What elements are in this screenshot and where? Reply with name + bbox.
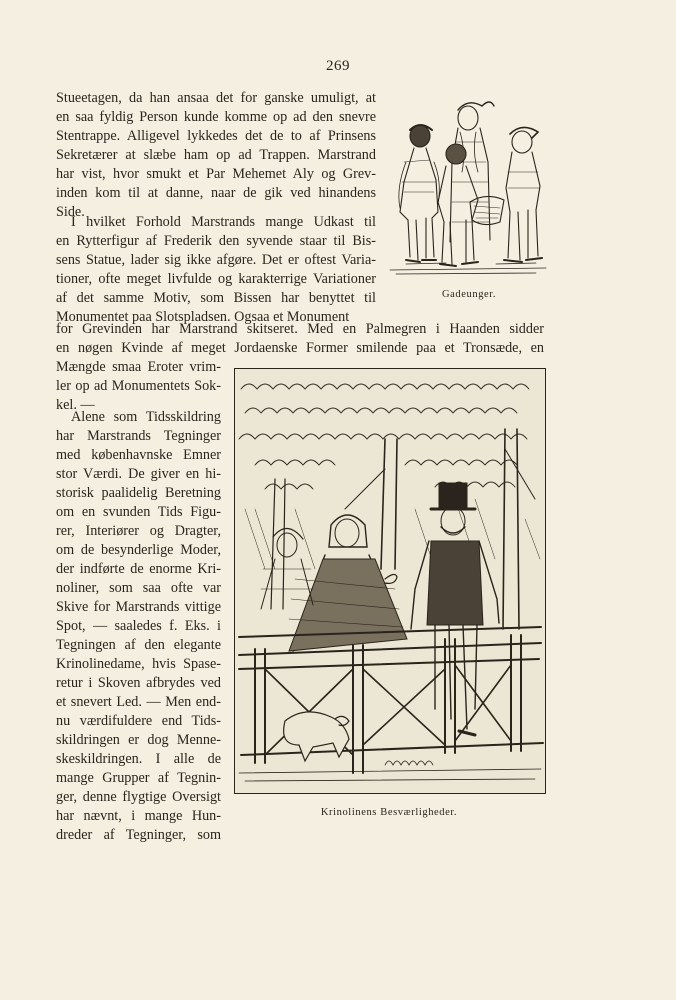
text-line: storisk paalidelig Beretning: [56, 485, 221, 501]
page-number: 269: [326, 58, 350, 74]
text-line: Monumentet paa Slotspladsen. Ogsaa et Monument: [56, 309, 350, 325]
text-line: af det samme Motiv, som Bissen har benyttet til: [56, 290, 376, 306]
text-line: tioner, ofte meget livfulde og karakterrige Variationer: [56, 271, 376, 287]
text-line: en Rytterfigur af Frederik den syvende staar til Bis-: [56, 233, 376, 249]
text-line: Spot, — saaledes f. Eks. i: [56, 618, 221, 634]
text-line: stor Værdi. De giver en hi-: [56, 466, 221, 482]
crinoline-illustration: [234, 368, 546, 794]
text-line: Stueetagen, da han ansaa det for ganske umuligt, at: [56, 90, 376, 106]
text-line: ler op ad Monumentets Sok-: [56, 378, 221, 394]
text-line: rer, Interiører og Dragter,: [56, 523, 221, 539]
text-line: Sekretærer at slæbe ham op ad Trappen. Marstrand: [56, 147, 376, 163]
text-line: Stentrappe. Alligevel lykkedes det de to af Prinsens: [56, 128, 376, 144]
text-line: mange Grupper af Tegnin-: [56, 770, 221, 786]
text-line: Side.: [56, 204, 85, 220]
text-line: et snevert Led. — Men end-: [56, 694, 221, 710]
text-line: sens Statue, lader sig ikke afgøre. Det er oftest Varia-: [56, 252, 376, 268]
text-line: noliner, som saa ofte var: [56, 580, 221, 596]
text-line: har Marstrands Tegninger: [56, 428, 221, 444]
text-line: der indførte de enorme Kri-: [56, 561, 221, 577]
text-line: I hvilket Forhold Marstrands mange Udkast til: [71, 214, 376, 230]
text-line: nu værdifuldere end Tids-: [56, 713, 221, 729]
figure-caption: Krinolinens Besværligheder.: [320, 807, 458, 818]
text-line: om en svunden Tids Figu-: [56, 504, 221, 520]
text-line: Krinolinedame, hvis Spase-: [56, 656, 221, 672]
figure-caption: Gadeunger.: [441, 289, 497, 300]
text-line: retur i Skoven afbrydes ved: [56, 675, 221, 691]
text-line: ger, denne flygtige Oversigt: [56, 789, 221, 805]
text-line: inden kom til at danne, naar de gik ved hinandens: [56, 185, 376, 201]
text-line: en saa fyldig Person kunde komme op ad den snevre: [56, 109, 376, 125]
text-line: Tegningen af den elegante: [56, 637, 221, 653]
text-line: for Grevinden har Marstrand skitseret. Med en Palmegren i Haanden sidder: [56, 321, 544, 337]
text-line: med københavnske Emner: [56, 447, 221, 463]
text-line: skeskildringen. I alle de: [56, 751, 221, 767]
text-line: en nøgen Kvinde af meget Jordaenske Former smilende paa et Tronsæde, en: [56, 340, 544, 356]
text-line: Mængde smaa Eroter vrim-: [56, 359, 221, 375]
text-line: dreder af Tegninger, som: [56, 827, 221, 843]
text-line: Alene som Tidsskildring: [71, 409, 221, 425]
text-line: Skive for Marstrands vittige: [56, 599, 221, 615]
text-line: har nævnt, i mange Hun-: [56, 808, 221, 824]
text-line: har vist, hvor smukt et Par Mehemet Aly og Grev-: [56, 166, 376, 182]
text-line: om de besynderlige Moder,: [56, 542, 221, 558]
street-children-illustration: [386, 92, 552, 278]
text-line: kel. —: [56, 397, 95, 413]
text-line: skildringen er dog Menne-: [56, 732, 221, 748]
